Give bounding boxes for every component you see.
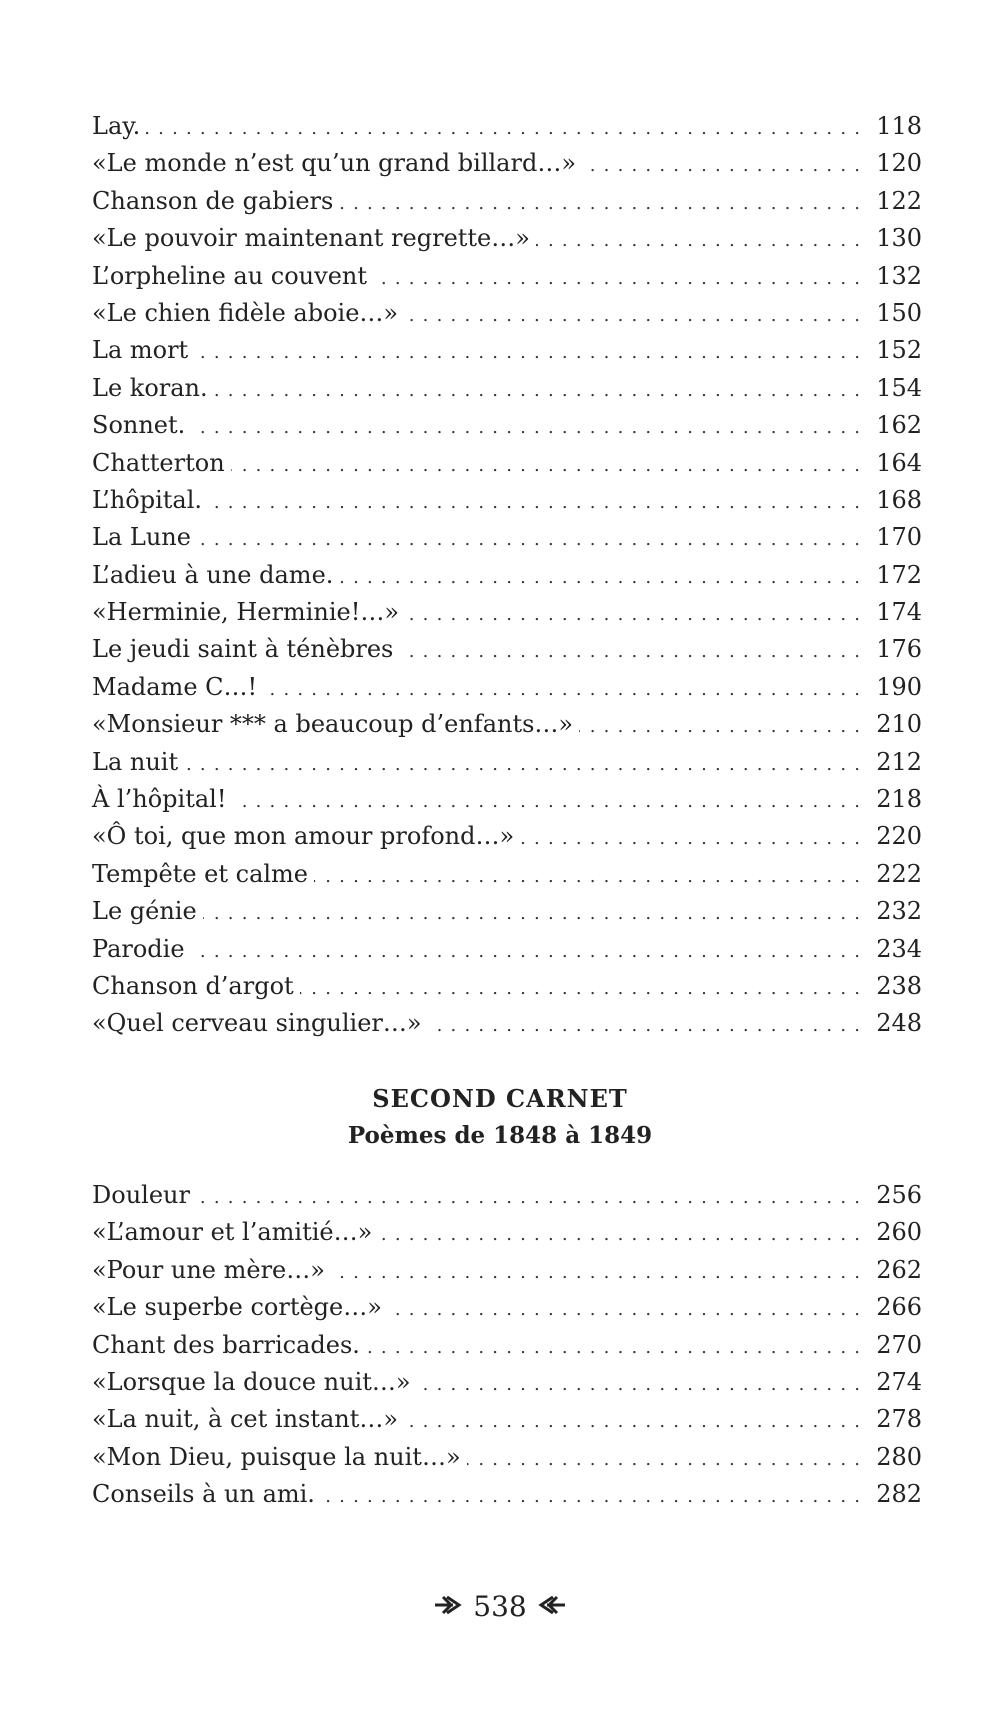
- toc-entry: [92, 1289, 922, 1326]
- toc-entry-page: 210: [876, 710, 922, 739]
- toc-entry: [92, 1476, 922, 1513]
- toc-entry-title: La mort: [92, 336, 189, 365]
- toc-entry-title: L’hôpital.: [92, 485, 203, 514]
- toc-entry-page: 280: [876, 1442, 922, 1471]
- toc-entry-title: «Ô toi, que mon amour profond…»: [92, 822, 515, 851]
- toc-entry-title: Le jeudi saint à ténèbres: [92, 635, 394, 664]
- toc-entry-title: L’orpheline au couvent: [92, 261, 368, 290]
- toc-entry: [92, 968, 922, 1005]
- toc-entry-page: 262: [876, 1255, 922, 1284]
- toc-entry: [92, 332, 922, 369]
- toc-entry-title: Lay.: [92, 112, 141, 140]
- toc-entry-page: 176: [876, 635, 922, 664]
- dot-leader: [203, 895, 869, 932]
- toc-entry: [92, 183, 922, 220]
- toc-entry-page: 118: [876, 112, 922, 140]
- toc-entry: [92, 818, 922, 855]
- toc-entry: [92, 631, 922, 668]
- toc-entry-page: 122: [876, 186, 922, 215]
- toc-entry-title: L’adieu à une dame.: [92, 560, 334, 589]
- toc-entry-page: 170: [876, 523, 922, 552]
- toc-entry-title: «L’amour et l’amitié…»: [92, 1218, 373, 1247]
- toc-entry: [92, 445, 922, 482]
- toc-entry: [92, 1005, 922, 1042]
- toc-entry: [92, 1214, 922, 1251]
- toc-entry-page: 164: [876, 448, 922, 477]
- arrow-ornament-icon: [433, 1592, 463, 1623]
- dot-leader: [300, 970, 869, 1007]
- toc-entry-title: Chant des barricades.: [92, 1330, 360, 1359]
- toc-list-second: [92, 1177, 922, 1514]
- dot-leader: [373, 260, 868, 297]
- toc-entry-page: 260: [876, 1218, 922, 1247]
- dot-leader: [417, 1366, 869, 1403]
- toc-entry-page: 218: [876, 785, 922, 814]
- dot-leader: [366, 1329, 868, 1366]
- toc-entry-page: 130: [876, 224, 922, 253]
- toc-entry-page: 174: [876, 598, 922, 627]
- dot-leader: [536, 222, 868, 259]
- toc-entry-title: Chanson d’argot: [92, 971, 294, 1000]
- section-title: SECOND CARNET: [372, 1084, 628, 1113]
- toc-entry-page: 270: [876, 1330, 922, 1359]
- toc-entry-page: 256: [876, 1181, 922, 1209]
- dot-leader: [339, 559, 868, 596]
- dot-leader: [404, 297, 868, 334]
- toc-entry-page: 212: [876, 747, 922, 776]
- section-subtitle: Poèmes de 1848 à 1849: [347, 1122, 653, 1149]
- toc-entry: [92, 407, 922, 444]
- toc-entry-page: 266: [876, 1293, 922, 1322]
- dot-leader: [194, 334, 868, 371]
- toc-entry-page: 222: [876, 859, 922, 888]
- toc-entry-page: 282: [876, 1480, 922, 1509]
- dot-leader: [467, 1441, 869, 1478]
- toc-entry: [92, 108, 922, 145]
- dot-leader: [208, 484, 868, 521]
- toc-entry: [92, 519, 922, 556]
- toc-entry: [92, 1327, 922, 1364]
- toc-entry-page: 278: [876, 1405, 922, 1434]
- toc-entry: [92, 258, 922, 295]
- toc-entry-page: 168: [876, 485, 922, 514]
- toc-entry-title: «Mon Dieu, puisque la nuit…»: [92, 1442, 461, 1471]
- dot-leader: [232, 783, 868, 820]
- dot-leader: [191, 409, 868, 446]
- toc-entry-title: «Monsieur *** a beaucoup d’enfants…»: [92, 710, 574, 739]
- toc-entry-title: Douleur: [92, 1181, 190, 1209]
- toc-entry-title: Sonnet.: [92, 411, 186, 440]
- dot-leader: [399, 633, 868, 670]
- dot-leader: [197, 521, 868, 558]
- toc-entry: [92, 145, 922, 182]
- toc-entry-title: «Le monde n’est qu’un grand billard…»: [92, 149, 576, 178]
- toc-entry-title: Chatterton: [92, 448, 225, 477]
- dot-leader: [339, 185, 868, 222]
- toc-entry-title: Madame C…!: [92, 672, 258, 701]
- toc-entry-page: 120: [876, 149, 922, 178]
- toc-entry-title: «Herminie, Herminie!…»: [92, 598, 400, 627]
- dot-leader: [184, 746, 868, 783]
- toc-entry-title: Conseils à un ami.: [92, 1480, 315, 1509]
- toc-entry: [92, 1252, 922, 1289]
- toc-entry-title: Tempête et calme: [92, 859, 309, 888]
- dot-leader: [579, 708, 868, 745]
- dot-leader: [321, 1478, 868, 1515]
- page-folio: [0, 1590, 1000, 1623]
- dot-leader: [404, 1403, 868, 1440]
- toc-entry-title: «Lorsque la douce nuit…»: [92, 1367, 411, 1396]
- toc-entry-page: 234: [876, 934, 922, 963]
- toc-entry-title: La Lune: [92, 523, 191, 552]
- toc-entry: [92, 931, 922, 968]
- dot-leader: [582, 147, 868, 184]
- toc-entry-page: 132: [876, 261, 922, 290]
- toc-entry-title: «Le chien fidèle aboie…»: [92, 298, 399, 327]
- toc-entry-page: 154: [876, 373, 922, 402]
- dot-leader: [520, 820, 868, 857]
- page-number: 538: [473, 1590, 527, 1623]
- dot-leader: [214, 372, 869, 409]
- toc-entry-title: «La nuit, à cet instant…»: [92, 1405, 399, 1434]
- toc-entry: [92, 893, 922, 930]
- dot-leader: [388, 1291, 868, 1328]
- dot-leader: [231, 447, 869, 484]
- toc-entry-page: 190: [876, 672, 922, 701]
- arrow-ornament-icon: [537, 1592, 567, 1623]
- toc-entry-page: 232: [876, 897, 922, 926]
- toc-entry-title: La nuit: [92, 747, 179, 776]
- toc-entry-page: 274: [876, 1367, 922, 1396]
- toc-entry-title: Le koran.: [92, 373, 208, 402]
- toc-entry: [92, 706, 922, 743]
- toc-entry: [92, 295, 922, 332]
- toc-entry: [92, 744, 922, 781]
- toc-entry: [92, 370, 922, 407]
- toc-entry-title: Parodie: [92, 934, 185, 963]
- toc-entry: [92, 781, 922, 818]
- toc-entry-page: 248: [876, 1009, 922, 1038]
- toc-entry-title: Le génie: [92, 897, 197, 926]
- toc-entry-title: «Le superbe cortège…»: [92, 1293, 382, 1322]
- dot-leader: [428, 1007, 869, 1044]
- toc-entry: [92, 669, 922, 706]
- dot-leader: [405, 596, 868, 633]
- toc-entry-title: Chanson de gabiers: [92, 186, 334, 215]
- toc-list-first: [92, 108, 922, 1043]
- toc-entry-page: 220: [876, 822, 922, 851]
- toc-entry-title: «Quel cerveau singulier…»: [92, 1009, 422, 1038]
- toc-entry: [92, 220, 922, 257]
- toc-entry: [92, 1177, 922, 1214]
- toc-entry-page: 238: [876, 971, 922, 1000]
- toc-entry-page: 152: [876, 336, 922, 365]
- toc-entry-page: 162: [876, 411, 922, 440]
- dot-leader: [331, 1254, 868, 1291]
- toc-entry-page: 150: [876, 298, 922, 327]
- toc-entry-title: «Le pouvoir maintenant regrette…»: [92, 224, 530, 253]
- toc-entry-title: À l’hôpital!: [92, 785, 227, 814]
- dot-leader: [314, 858, 868, 895]
- toc-entry: [92, 1439, 922, 1476]
- toc-entry: [92, 1364, 922, 1401]
- toc-entry: [92, 557, 922, 594]
- dot-leader: [191, 933, 869, 970]
- toc-entry: [92, 856, 922, 893]
- dot-leader: [146, 110, 868, 147]
- dot-leader: [196, 1179, 868, 1216]
- toc-entry: [92, 482, 922, 519]
- toc-entry-title: «Pour une mère…»: [92, 1255, 325, 1284]
- dot-leader: [378, 1216, 868, 1253]
- toc-entry: [92, 594, 922, 631]
- toc-entry-page: 172: [876, 560, 922, 589]
- dot-leader: [263, 671, 868, 708]
- toc-entry: [92, 1401, 922, 1438]
